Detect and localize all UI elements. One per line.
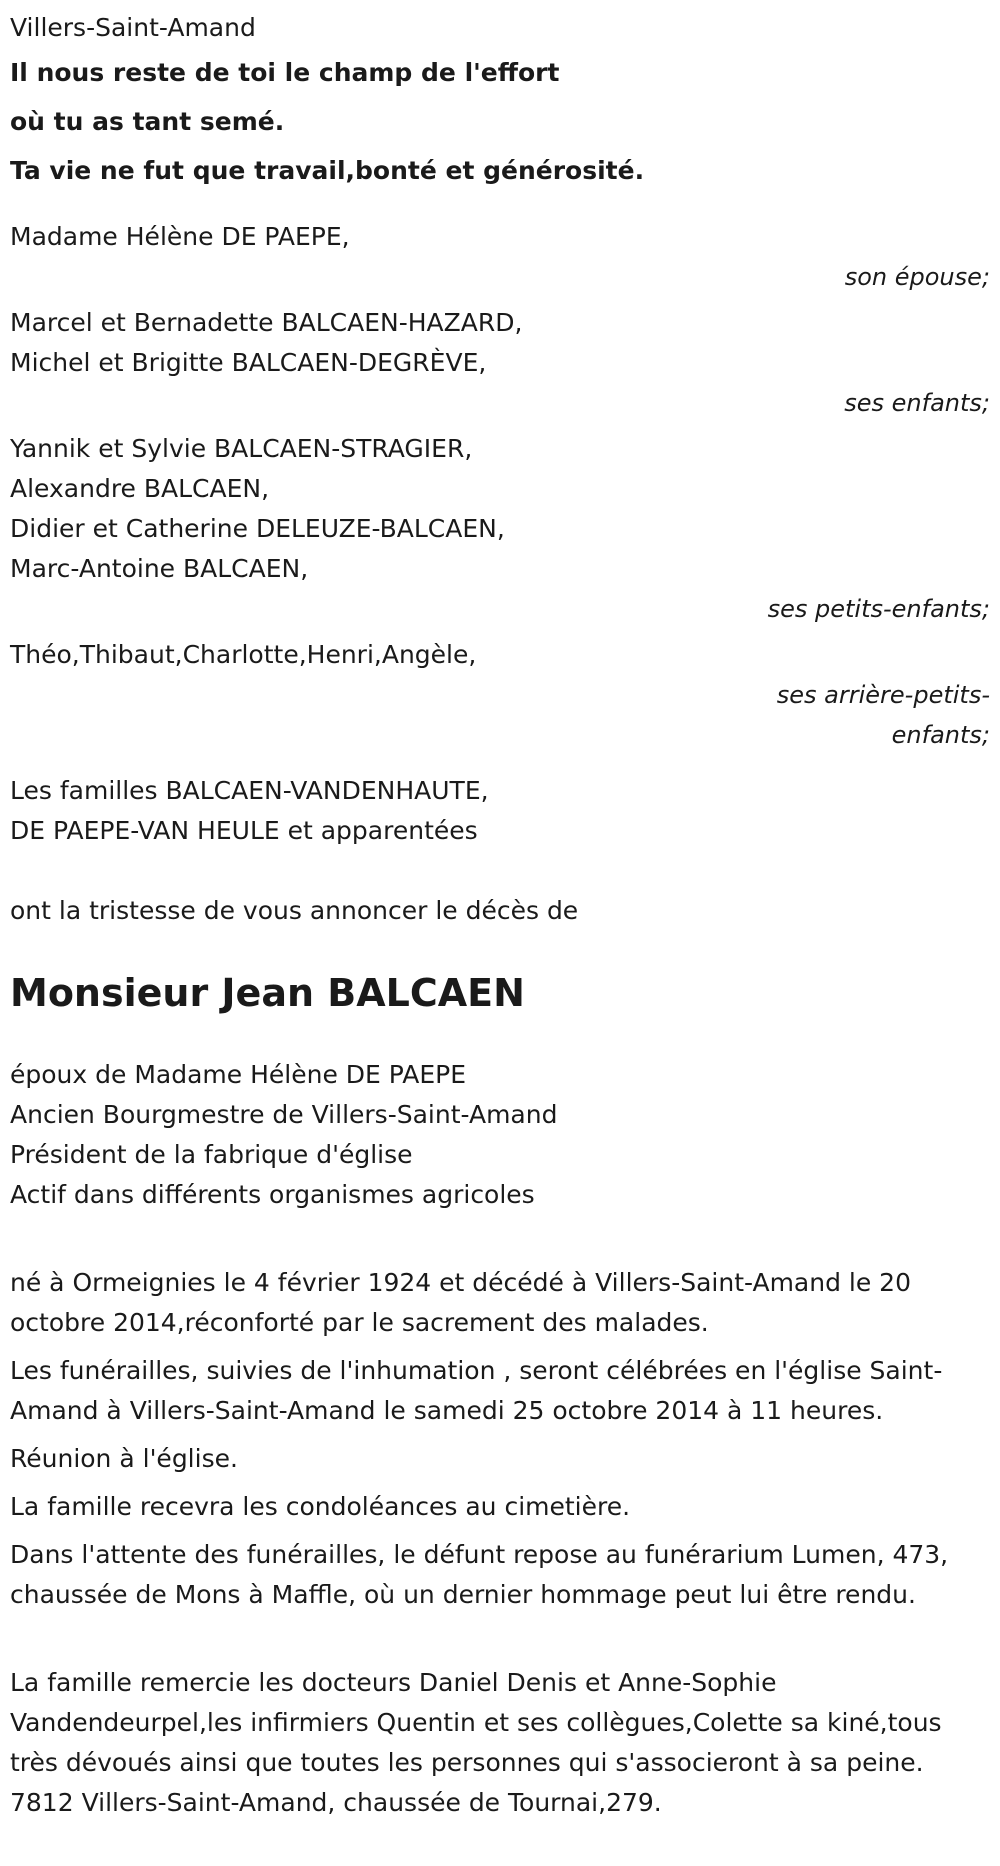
announcement-text: ont la tristesse de vous annoncer le décès de	[10, 896, 579, 925]
title-line: Actif dans différents organismes agricoles	[10, 1180, 535, 1209]
families-line: DE PAEPE-VAN HEULE et apparentées	[10, 816, 478, 845]
address-text: 7812 Villers-Saint-Amand, chaussée de Tournai,279.	[10, 1788, 662, 1817]
family-group-children	[10, 303, 990, 423]
poem	[10, 48, 990, 195]
family-name: Marc-Antoine BALCAEN,	[10, 554, 309, 583]
family-role-line: ses arrière-petits-	[776, 681, 990, 709]
families-line: Les familles BALCAEN-VANDENHAUTE,	[10, 776, 489, 805]
title-line: époux de Madame Hélène DE PAEPE	[10, 1060, 467, 1089]
family-name: Michel et Brigitte BALCAEN-DEGRÈVE,	[10, 348, 487, 377]
poem-line-2: où tu as tant semé.	[10, 107, 285, 136]
meeting-text: Réunion à l'église.	[10, 1444, 238, 1473]
poem-line-1: Il nous reste de toi le champ de l'effort	[10, 58, 560, 87]
family-name: Alexandre BALCAEN,	[10, 474, 270, 503]
deceased-name: Monsieur Jean BALCAEN	[10, 971, 525, 1015]
funeral-text: Les funérailles, suivies de l'inhumation , seront célébrées en l'église Saint-Amand à Villers-Saint-Amand le samedi 25 octobre 2014 à 11 heures.	[10, 1356, 943, 1425]
funeral-details	[10, 1263, 990, 1615]
family-role: son épouse;	[844, 263, 990, 291]
deceased-titles	[10, 1055, 990, 1215]
town-heading: Villers-Saint-Amand	[10, 13, 256, 42]
family-name: Théo,Thibaut,Charlotte,Henri,Angèle,	[10, 640, 477, 669]
family-group-great-grandchildren	[10, 635, 990, 755]
family-name: Yannik et Sylvie BALCAEN-STRAGIER,	[10, 434, 473, 463]
poem-line-3: Ta vie ne fut que travail,bonté et générosité.	[10, 156, 645, 185]
title-line: Président de la fabrique d'église	[10, 1140, 413, 1169]
birth-death-text: né à Ormeignies le 4 février 1924 et décédé à Villers-Saint-Amand le 20 octobre 2014,réconforté par le sacrement des malades.	[10, 1268, 911, 1337]
family-name: Marcel et Bernadette BALCAEN-HAZARD,	[10, 308, 523, 337]
title-line: Ancien Bourgmestre de Villers-Saint-Amand	[10, 1100, 558, 1129]
thanks-section	[10, 1663, 990, 1823]
family-name: Didier et Catherine DELEUZE-BALCAEN,	[10, 514, 505, 543]
family-role	[10, 675, 990, 755]
family-group-spouse	[10, 217, 990, 297]
family-group-grandchildren	[10, 429, 990, 629]
family-name: Madame Hélène DE PAEPE,	[10, 222, 350, 251]
family-role-line: enfants;	[891, 721, 990, 749]
family-role: ses petits-enfants;	[767, 595, 990, 623]
extended-families	[10, 771, 990, 851]
family-role: ses enfants;	[844, 389, 990, 417]
condolences-text: La famille recevra les condoléances au cimetière.	[10, 1492, 631, 1521]
funerarium-text: Dans l'attente des funérailles, le défunt repose au funérarium Lumen, 473, chaussée de Mons à Maffle, où un dernier hommage peut lui être rendu.	[10, 1540, 949, 1609]
family-list	[10, 217, 990, 755]
thanks-text: La famille remercie les docteurs Daniel Denis et Anne-Sophie Vandendeurpel,les infirmiers Quentin et ses collègues,Colette sa kiné,tous très dévoués ainsi que toutes les personnes qui s'associeront à sa peine.	[10, 1668, 942, 1777]
